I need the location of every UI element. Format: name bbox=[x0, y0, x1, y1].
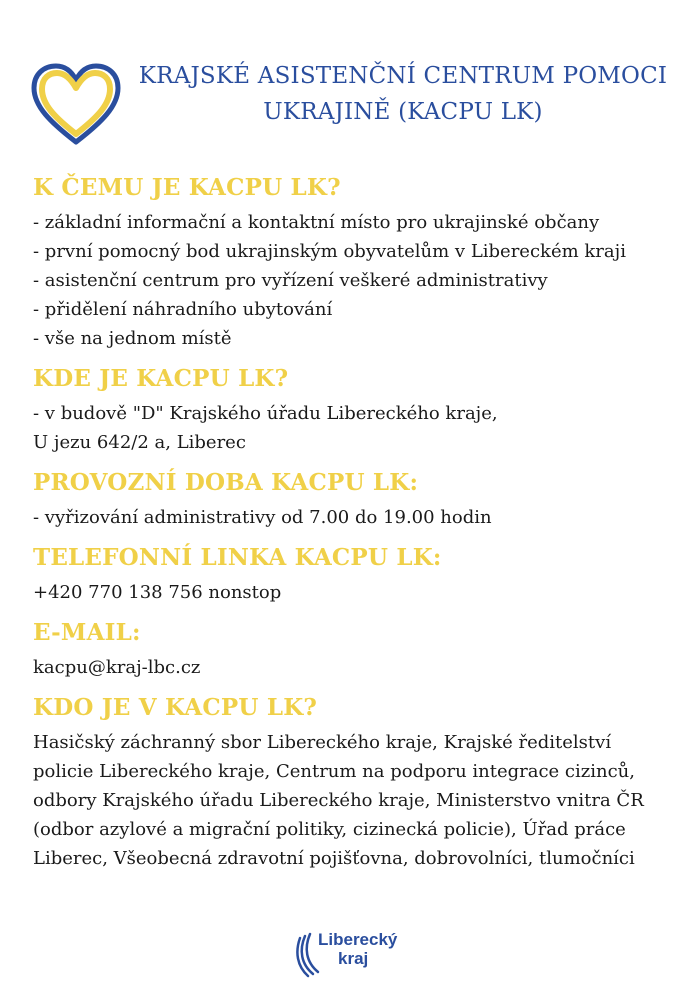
list-item: - asistenční centrum pro vyřízení veškeré administrativy bbox=[33, 270, 548, 291]
heart-icon bbox=[30, 62, 122, 146]
section-phone bbox=[33, 540, 683, 607]
section-who bbox=[33, 690, 683, 873]
list-item: - první pomocný bod ukrajinským obyvatelům v Libereckém kraji bbox=[33, 241, 626, 262]
phone-number: +420 770 138 756 nonstop bbox=[33, 582, 282, 603]
title-line-2: UKRAJINĚ (KACPU LK) bbox=[263, 99, 543, 125]
section-heading: PROVOZNÍ DOBA KACPU LK: bbox=[33, 469, 419, 496]
list-item: - přidělení náhradního ubytování bbox=[33, 299, 333, 320]
section-hours bbox=[33, 465, 683, 532]
partners-paragraph: Hasičský záchranný sbor Libereckého kraje, Krajské ředitelství policie Libereckého kraje, Centrum na podporu integrace cizinců, odbory Krajského úřadu Libereckého kraje, Ministerstvo vnitra ČR (odbor azylové a migrační politiky, cizinecká policie), Úřad práce Liberec, Všeobecná zdravotní pojišťovna, dobrovolníci, tlumočníci bbox=[33, 732, 644, 869]
section-what bbox=[33, 170, 683, 353]
section-heading: TELEFONNÍ LINKA KACPU LK: bbox=[33, 544, 442, 571]
title-line-1: KRAJSKÉ ASISTENČNÍ CENTRUM POMOCI bbox=[138, 63, 668, 89]
section-email bbox=[33, 615, 683, 682]
header bbox=[30, 58, 680, 148]
section-heading: K ČEMU JE KACPU LK? bbox=[33, 174, 341, 201]
liberecky-kraj-logo bbox=[296, 928, 426, 978]
list-item: - vše na jednom místě bbox=[33, 328, 232, 349]
content bbox=[33, 170, 683, 881]
section-heading: KDO JE V KACPU LK? bbox=[33, 694, 318, 721]
logo-text bbox=[318, 930, 397, 968]
page-title bbox=[126, 58, 680, 130]
section-heading: KDE JE KACPU LK? bbox=[33, 365, 289, 392]
address-line: U jezu 642/2 a, Liberec bbox=[33, 432, 246, 453]
email-address: kacpu@kraj-lbc.cz bbox=[33, 657, 201, 678]
section-heading: E-MAIL: bbox=[33, 619, 141, 646]
list-item: - základní informační a kontaktní místo pro ukrajinské občany bbox=[33, 212, 600, 233]
logo-text-line-2: kraj bbox=[338, 949, 369, 968]
address-line: - v budově "D" Krajského úřadu Libereckého kraje, bbox=[33, 403, 498, 424]
opening-hours: - vyřizování administrativy od 7.00 do 19.00 hodin bbox=[33, 507, 492, 528]
logo-text-line-1: Liberecký bbox=[318, 930, 398, 949]
section-where bbox=[33, 361, 683, 457]
